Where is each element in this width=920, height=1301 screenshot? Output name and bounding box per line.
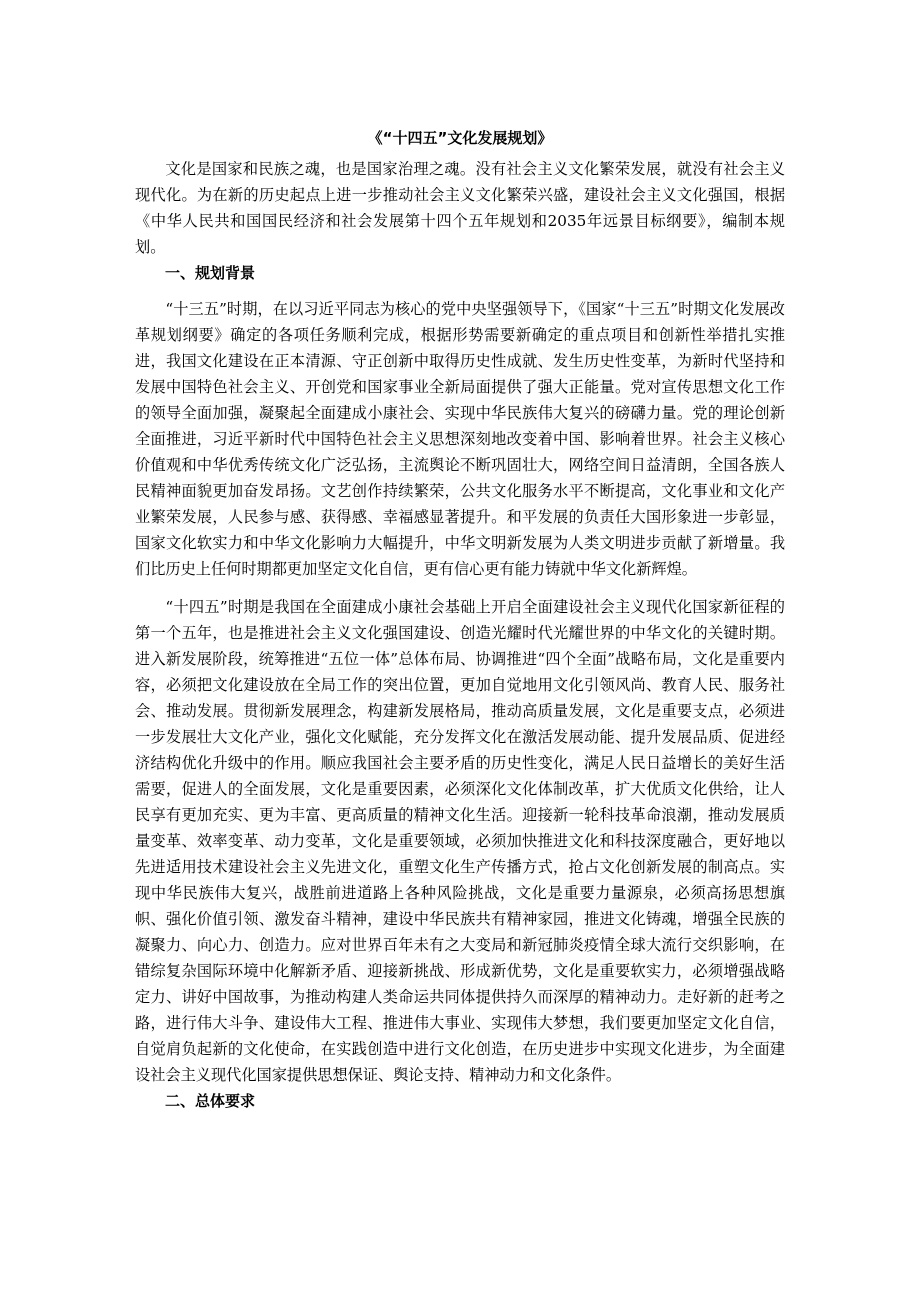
intro-paragraph: 文化是国家和民族之魂，也是国家治理之魂。没有社会主义文化繁荣发展，就没有社会主义现代化。为在新的历史起点上进一步推动社会主义文化繁荣兴盛，建设社会主义文化强国，根据《中华人民共和国国民经济和社会发展第十四个五年规划和2035年远景目标纲要》，编制本规划。: [135, 160, 785, 256]
section-heading-background: 一、规划背景: [165, 264, 256, 282]
document-page: [135, 126, 785, 1114]
background-paragraph-1: “十三五”时期，在以习近平同志为核心的党中央坚强领导下，《国家“十三五”时期文化发展改革规划纲要》确定的各项任务顺利完成，根据形势需要新确定的重点项目和创新性举措扎实推进，我国文化建设在正本清源、守正创新中取得历史性成就、发生历史性变革，为新时代坚持和发展中国特色社会主义、开创党和国家事业全新局面提供了强大正能量。党对宣传思想文化工作的领导全面加强，凝聚起全面建成小康社会、实现中华民族伟大复兴的磅礴力量。党的理论创新全面推进，习近平新时代中国特色社会主义思想深刻地改变着中国、影响着世界。社会主义核心价值观和中华优秀传统文化广泛弘扬，主流舆论不断巩固壮大，网络空间日益清朗，全国各族人民精神面貌更加奋发昂扬。文艺创作持续繁荣，公共文化服务水平不断提高，文化事业和文化产业繁荣发展，人民参与感、获得感、幸福感显著提升。和平发展的负责任大国形象进一步彰显，国家文化软实力和中华文化影响力大幅提升，中华文明新发展为人类文明进步贡献了新增量。我们比历史上任何时期都更加坚定文化自信，更有信心更有能力铸就中华文化新辉煌。: [135, 300, 785, 578]
document-title: 《“十四五”文化发展规划》: [367, 129, 553, 147]
background-paragraph-2: “十四五”时期是我国在全面建成小康社会基础上开启全面建设社会主义现代化国家新征程的第一个五年，也是推进社会主义文化强国建设、创造光耀时代光耀世界的中华文化的关键时期。进入新发展阶段，统筹推进“五位一体”总体布局、协调推进“四个全面”战略布局，文化是重要内容，必须把文化建设放在全局工作的突出位置，更加自觉地用文化引领风尚、教育人民、服务社会、推动发展。贯彻新发展理念，构建新发展格局，推动高质量发展，文化是重要支点，必须进一步发展壮大文化产业，强化文化赋能，充分发挥文化在激活发展动能、提升发展品质、促进经济结构优化升级中的作用。顺应我国社会主要矛盾的历史性变化，满足人民日益增长的美好生活需要，促进人的全面发展，文化是重要因素，必须深化文化体制改革，扩大优质文化供给，让人民享有更加充实、更为丰富、更高质量的精神文化生活。迎接新一轮科技革命浪潮，推动发展质量变革、效率变革、动力变革，文化是重要领域，必须加快推进文化和科技深度融合，更好地以先进适用技术建设社会主义先进文化，重塑文化生产传播方式，抢占文化创新发展的制高点。实现中华民族伟大复兴，战胜前进道路上各种风险挑战，文化是重要力量源泉，必须高扬思想旗帜、强化价值引领、激发奋斗精神，建设中华民族共有精神家园，推进文化铸魂，增强全民族的凝聚力、向心力、创造力。应对世界百年未有之大变局和新冠肺炎疫情全球大流行交织影响，在错综复杂国际环境中化解新矛盾、迎接新挑战、形成新优势，文化是重要软实力，必须增强战略定力、讲好中国故事，为推动构建人类命运共同体提供持久而深厚的精神动力。走好新的赶考之路，进行伟大斗争、建设伟大工程、推进伟大事业、实现伟大梦想，我们要更加坚定文化自信，自觉肩负起新的文化使命，在实践创造中进行文化创造，在历史进步中实现文化进步，为全面建设社会主义现代化国家提供思想保证、舆论支持、精神动力和文化条件。: [135, 598, 785, 1084]
section-heading-requirements: 二、总体要求: [165, 1092, 256, 1110]
